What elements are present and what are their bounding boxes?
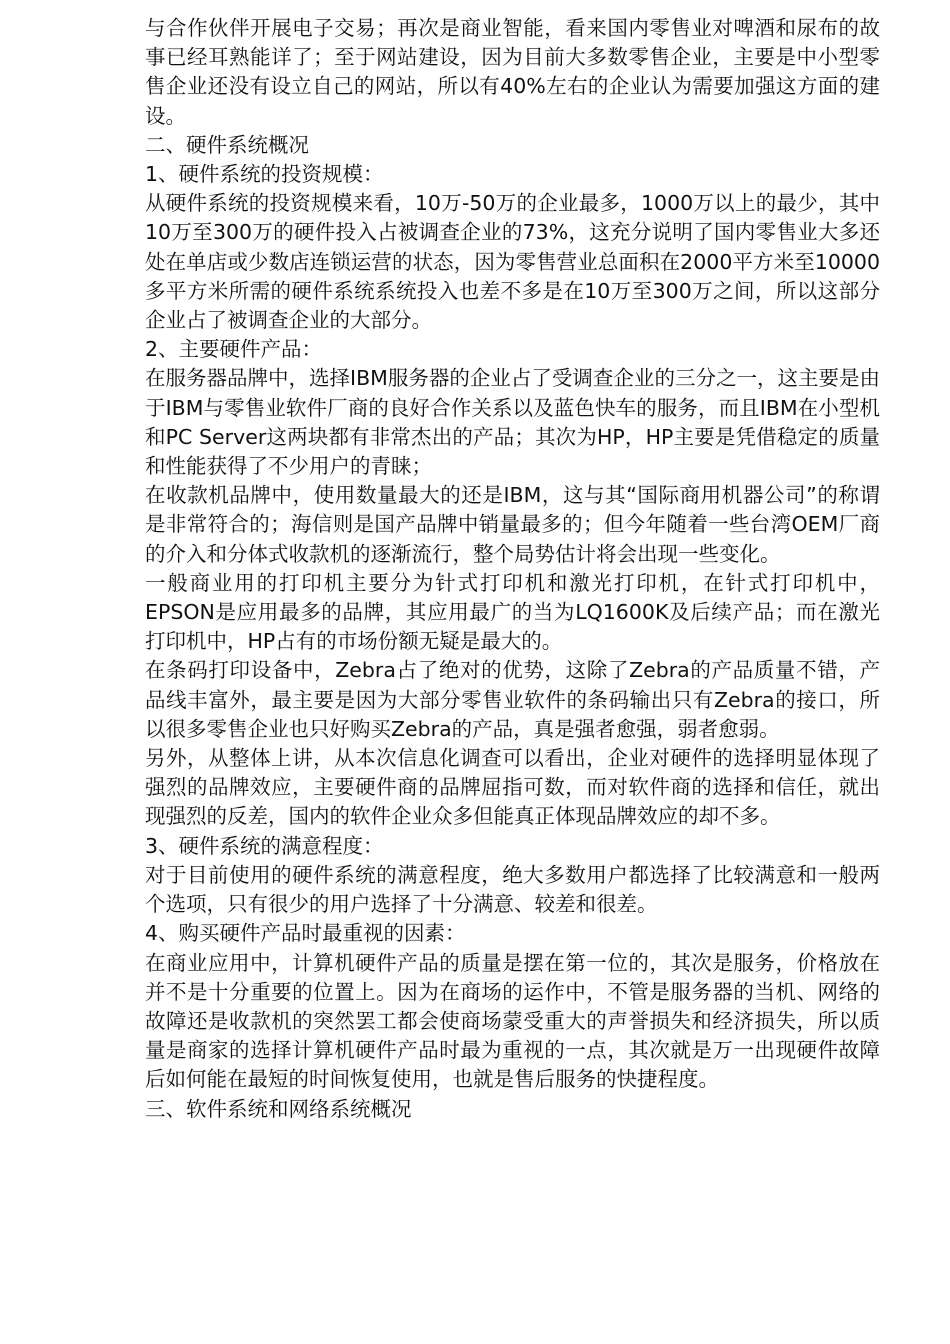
subheading-main-products: 2、主要硬件产品： xyxy=(145,337,323,362)
paragraph-intro-continuation: 与合作伙伴开展电子交易；再次是商业智能，看来国内零售业对啤酒和尿布的故事已经耳熟能详了；至于网站建设，因为目前大多数零售企业，主要是中小型零售企业还没有设立自己的网站，所以有40%左右的企业认为需要加强这方面的建设。 xyxy=(145,16,880,128)
paragraph-pos-brands: 在收款机品牌中，使用数量最大的还是IBM，这与其“国际商用机器公司”的称谓是非常符合的；海信则是国产品牌中销量最多的；但今年随着一些台湾OEM厂商的介入和分体式收款机的逐渐流行，整个局势估计将会出现一些变化。 xyxy=(145,483,880,566)
paragraph-server-brands: 在服务器品牌中，选择IBM服务器的企业占了受调查企业的三分之一，这主要是由于IBM与零售业软件厂商的良好合作关系以及蓝色快车的服务，而且IBM在小型机和PC Server这两块都有非常杰出的产品；其次为HP，HP主要是凭借稳定的质量和性能获得了不少用户的青睐； xyxy=(145,366,880,479)
paragraph-purchase-factors: 在商业应用中，计算机硬件产品的质量是摆在第一位的，其次是服务，价格放在并不是十分重要的位置上。因为在商场的运作中，不管是服务器的当机、网络的故障还是收款机的突然罢工都会使商场蒙受重大的声誉损失和经济损失，所以质量是商家的选择计算机硬件产品时最为重视的一点，其次就是万一出现硬件故障后如何能在最短的时间恢复使用，也就是售后服务的快捷程度。 xyxy=(145,950,880,1092)
paragraph-printers: 一般商业用的打印机主要分为针式打印机和激光打印机，在针式打印机中，EPSON是应用最多的品牌，其应用最广的当为LQ1600K及后续产品；而在激光打印机中，HP占有的市场份额无疑是最大的。 xyxy=(145,570,880,654)
paragraph-satisfaction: 对于目前使用的硬件系统的满意程度，绝大多数用户都选择了比较满意和一般两个选项，只有很少的用户选择了十分满意、较差和很差。 xyxy=(145,862,880,917)
document-page xyxy=(145,14,880,1124)
paragraph-barcode-printers: 在条码打印设备中，Zebra占了绝对的优势，这除了Zebra的产品质量不错，产品线丰富外，最主要是因为大部分零售业软件的条码输出只有Zebra的接口，所以很多零售企业也只好购买Zebra的产品，真是强者愈强，弱者愈弱。 xyxy=(145,658,880,741)
subheading-investment-scale: 1、硬件系统的投资规模： xyxy=(145,162,384,187)
section-heading-hardware: 二、硬件系统概况 xyxy=(145,132,309,157)
paragraph-brand-effect: 另外，从整体上讲，从本次信息化调查可以看出，企业对硬件的选择明显体现了强烈的品牌效应，主要硬件商的品牌屈指可数，而对软件商的选择和信任，就出现强烈的反差，国内的软件企业众多但能真正体现品牌效应的却不多。 xyxy=(145,746,880,829)
subheading-purchase-factors: 4、购买硬件产品时最重视的因素： xyxy=(145,921,466,946)
paragraph-investment-scale: 从硬件系统的投资规模来看，10万-50万的企业最多，1000万以上的最少，其中10万至300万的硬件投入占被调查企业的73%，这充分说明了国内零售业大多还处在单店或少数店连锁运营的状态，因为零售营业总面积在2000平方米至10000多平方米所需的硬件系统系统投入也差不多是在10万至300万之间，所以这部分企业占了被调查企业的大部分。 xyxy=(145,191,880,333)
subheading-satisfaction: 3、硬件系统的满意程度： xyxy=(145,833,384,858)
section-heading-software-network: 三、软件系统和网络系统概况 xyxy=(145,1096,412,1121)
